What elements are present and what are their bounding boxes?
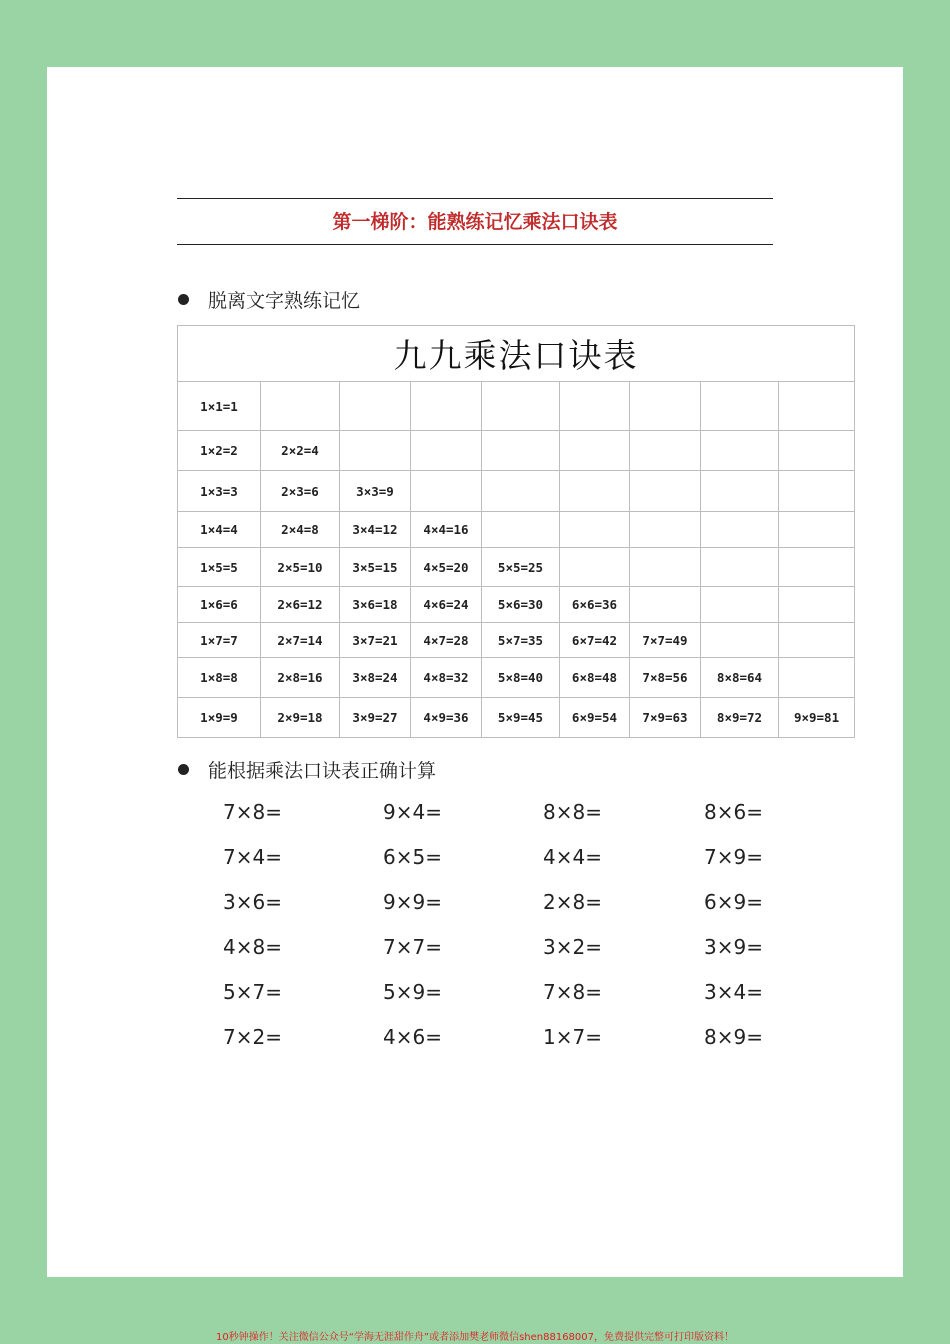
table-row [178, 698, 855, 738]
table-cell [560, 431, 630, 471]
table-row [178, 512, 855, 548]
table-cell [779, 623, 855, 658]
table-cell: 6×7=42 [560, 623, 630, 658]
table-row [178, 548, 855, 587]
table-cell [779, 658, 855, 698]
table-cell [779, 431, 855, 471]
table-cell: 7×9=63 [630, 698, 701, 738]
practice-problem: 7×4= [223, 845, 282, 869]
practice-grid [223, 796, 783, 1066]
table-cell [779, 512, 855, 548]
table-cell: 1×4=4 [178, 512, 261, 548]
table-cell [701, 623, 779, 658]
footer-note: 10秒钟操作！关注微信公众号“学海无涯甜作舟”或者添加樊老师微信shen88168007，免费提供完整可打印版资料！ [215, 1332, 735, 1343]
table-cell: 7×8=56 [630, 658, 701, 698]
heading-rule-bottom [177, 244, 773, 245]
table-cell: 1×8=8 [178, 658, 261, 698]
practice-problem: 8×9= [704, 1025, 763, 1049]
table-cell: 8×9=72 [701, 698, 779, 738]
table-cell [482, 382, 560, 431]
table-cell [482, 431, 560, 471]
table-cell [630, 512, 701, 548]
table-cell: 2×7=14 [261, 623, 340, 658]
practice-problem: 2×8= [543, 890, 602, 914]
practice-problem: 6×9= [704, 890, 763, 914]
table-cell: 2×3=6 [261, 471, 340, 512]
table-cell [701, 512, 779, 548]
table-cell: 3×8=24 [340, 658, 411, 698]
table-cell: 4×7=28 [411, 623, 482, 658]
page-heading: 第一梯阶：能熟练记忆乘法口诀表 [332, 211, 618, 233]
table-cell: 1×2=2 [178, 431, 261, 471]
table-cell [411, 431, 482, 471]
bullet-dot-icon [178, 764, 189, 775]
table-cell [560, 512, 630, 548]
table-row [178, 431, 855, 471]
practice-problem: 7×7= [383, 935, 442, 959]
practice-problem: 8×6= [704, 800, 763, 824]
table-cell: 1×7=7 [178, 623, 261, 658]
practice-problem: 3×6= [223, 890, 282, 914]
table-cell: 1×6=6 [178, 587, 261, 623]
table-cell [560, 471, 630, 512]
practice-problem: 4×8= [223, 935, 282, 959]
table-cell: 8×8=64 [701, 658, 779, 698]
multiplication-table [177, 325, 855, 738]
table-cell: 2×8=16 [261, 658, 340, 698]
table-cell: 4×5=20 [411, 548, 482, 587]
table-cell [340, 431, 411, 471]
table-cell: 3×4=12 [340, 512, 411, 548]
table-cell: 4×4=16 [411, 512, 482, 548]
table-cell: 5×5=25 [482, 548, 560, 587]
section-memorize [178, 286, 360, 313]
table-cell [630, 431, 701, 471]
table-cell [630, 548, 701, 587]
table-cell: 2×4=8 [261, 512, 340, 548]
table-cell: 4×8=32 [411, 658, 482, 698]
table-cell: 1×9=9 [178, 698, 261, 738]
table-cell [411, 382, 482, 431]
table-row [178, 658, 855, 698]
practice-problem: 1×7= [543, 1025, 602, 1049]
table-cell: 7×7=49 [630, 623, 701, 658]
table-cell [701, 382, 779, 431]
table-row [178, 587, 855, 623]
table-cell [560, 382, 630, 431]
table-cell: 1×3=3 [178, 471, 261, 512]
table-cell: 5×9=45 [482, 698, 560, 738]
table-cell [779, 382, 855, 431]
practice-problem: 8×8= [543, 800, 602, 824]
practice-problem: 3×4= [704, 980, 763, 1004]
table-cell: 5×6=30 [482, 587, 560, 623]
practice-problem: 9×4= [383, 800, 442, 824]
practice-problem: 7×2= [223, 1025, 282, 1049]
practice-problem: 7×8= [223, 800, 282, 824]
practice-problem: 3×9= [704, 935, 763, 959]
table-row [178, 382, 855, 431]
table-cell: 4×6=24 [411, 587, 482, 623]
practice-problem: 3×2= [543, 935, 602, 959]
table-cell: 5×7=35 [482, 623, 560, 658]
table-cell [630, 587, 701, 623]
section-calculate-label: 能根据乘法口诀表正确计算 [208, 760, 437, 782]
practice-problem: 9×9= [383, 890, 442, 914]
table-cell: 2×9=18 [261, 698, 340, 738]
bullet-dot-icon [178, 294, 189, 305]
practice-problem: 5×7= [223, 980, 282, 1004]
table-cell: 3×5=15 [340, 548, 411, 587]
practice-problem: 7×8= [543, 980, 602, 1004]
table-cell: 6×9=54 [560, 698, 630, 738]
table-cell: 3×6=18 [340, 587, 411, 623]
table-cell [482, 512, 560, 548]
heading-rule-top [177, 198, 773, 199]
table-cell [701, 471, 779, 512]
table-cell: 6×8=48 [560, 658, 630, 698]
table-cell: 1×1=1 [178, 382, 261, 431]
table-cell: 2×6=12 [261, 587, 340, 623]
table-row [178, 471, 855, 512]
table-cell: 2×2=4 [261, 431, 340, 471]
section-memorize-label: 脱离文字熟练记忆 [208, 290, 361, 312]
table-cell: 4×9=36 [411, 698, 482, 738]
practice-problem: 4×4= [543, 845, 602, 869]
practice-problem: 6×5= [383, 845, 442, 869]
table-cell [701, 431, 779, 471]
table-cell [779, 548, 855, 587]
practice-problem: 4×6= [383, 1025, 442, 1049]
table-cell [411, 471, 482, 512]
table-cell: 1×5=5 [178, 548, 261, 587]
table-cell [482, 471, 560, 512]
table-row [178, 623, 855, 658]
table-cell [701, 548, 779, 587]
table-cell: 3×3=9 [340, 471, 411, 512]
table-cell [701, 587, 779, 623]
table-cell: 9×9=81 [779, 698, 855, 738]
table-cell: 6×6=36 [560, 587, 630, 623]
table-cell: 2×5=10 [261, 548, 340, 587]
table-title: 九九乘法口诀表 [178, 326, 855, 382]
table-cell: 3×9=27 [340, 698, 411, 738]
section-calculate [178, 756, 436, 783]
practice-problem: 5×9= [383, 980, 442, 1004]
table-cell [630, 471, 701, 512]
table-cell [261, 382, 340, 431]
table-cell: 5×8=40 [482, 658, 560, 698]
table-cell [779, 587, 855, 623]
table-body [178, 382, 855, 738]
table-cell [630, 382, 701, 431]
table-cell [779, 471, 855, 512]
table-cell [340, 382, 411, 431]
practice-problem: 7×9= [704, 845, 763, 869]
table-cell: 3×7=21 [340, 623, 411, 658]
table-cell [560, 548, 630, 587]
